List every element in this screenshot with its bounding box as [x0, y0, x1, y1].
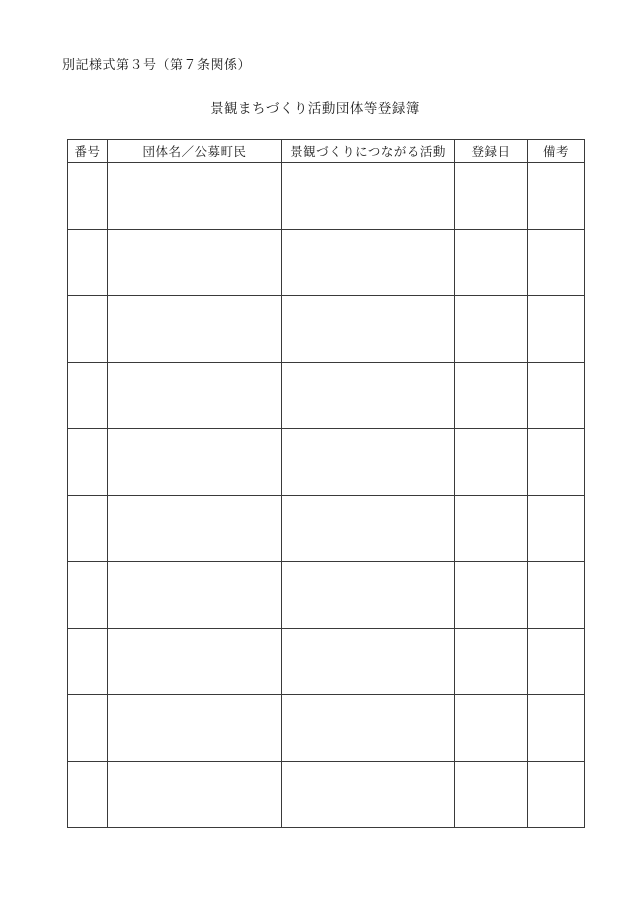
cell-registration-date: [455, 362, 528, 429]
cell-group-name: [108, 229, 282, 296]
cell-remarks: [528, 628, 585, 695]
cell-group-name: [108, 628, 282, 695]
table-row: [68, 362, 585, 429]
table-row: [68, 229, 585, 296]
cell-group-name: [108, 163, 282, 230]
cell-remarks: [528, 695, 585, 762]
cell-number: [68, 628, 108, 695]
table-row: [68, 695, 585, 762]
cell-remarks: [528, 163, 585, 230]
cell-group-name: [108, 362, 282, 429]
cell-remarks: [528, 495, 585, 562]
cell-remarks: [528, 296, 585, 363]
table-row: [68, 429, 585, 496]
column-header-number: 番号: [68, 140, 108, 163]
table-row: [68, 495, 585, 562]
cell-number: [68, 362, 108, 429]
cell-activity: [282, 163, 455, 230]
column-header-registration-date: 登録日: [455, 140, 528, 163]
form-label: 別記様式第３号（第７条関係）: [62, 58, 252, 73]
cell-group-name: [108, 429, 282, 496]
cell-remarks: [528, 362, 585, 429]
cell-activity: [282, 628, 455, 695]
cell-remarks: [528, 761, 585, 828]
cell-activity: [282, 495, 455, 562]
table-row: [68, 562, 585, 629]
cell-activity: [282, 229, 455, 296]
column-header-group-name: 団体名／公募町民: [108, 140, 282, 163]
cell-number: [68, 495, 108, 562]
cell-group-name: [108, 761, 282, 828]
cell-activity: [282, 761, 455, 828]
cell-number: [68, 695, 108, 762]
cell-activity: [282, 695, 455, 762]
cell-registration-date: [455, 296, 528, 363]
column-header-activity: 景観づくりにつながる活動: [282, 140, 455, 163]
column-header-remarks: 備考: [528, 140, 585, 163]
cell-activity: [282, 562, 455, 629]
cell-number: [68, 229, 108, 296]
cell-registration-date: [455, 495, 528, 562]
register-table: [67, 139, 585, 828]
table-row: [68, 163, 585, 230]
table-row: [68, 628, 585, 695]
cell-number: [68, 163, 108, 230]
table-row: [68, 296, 585, 363]
cell-registration-date: [455, 562, 528, 629]
cell-number: [68, 429, 108, 496]
cell-number: [68, 761, 108, 828]
cell-group-name: [108, 695, 282, 762]
table-body: [68, 163, 585, 828]
cell-registration-date: [455, 163, 528, 230]
table-header-row: [68, 140, 585, 163]
cell-activity: [282, 296, 455, 363]
cell-remarks: [528, 429, 585, 496]
cell-registration-date: [455, 695, 528, 762]
cell-number: [68, 296, 108, 363]
cell-activity: [282, 429, 455, 496]
cell-registration-date: [455, 429, 528, 496]
table-row: [68, 761, 585, 828]
document-title: 景観まちづくり活動団体等登録簿: [210, 101, 420, 117]
cell-registration-date: [455, 761, 528, 828]
cell-group-name: [108, 495, 282, 562]
cell-registration-date: [455, 628, 528, 695]
cell-group-name: [108, 562, 282, 629]
cell-registration-date: [455, 229, 528, 296]
cell-group-name: [108, 296, 282, 363]
cell-activity: [282, 362, 455, 429]
cell-remarks: [528, 229, 585, 296]
cell-remarks: [528, 562, 585, 629]
cell-number: [68, 562, 108, 629]
